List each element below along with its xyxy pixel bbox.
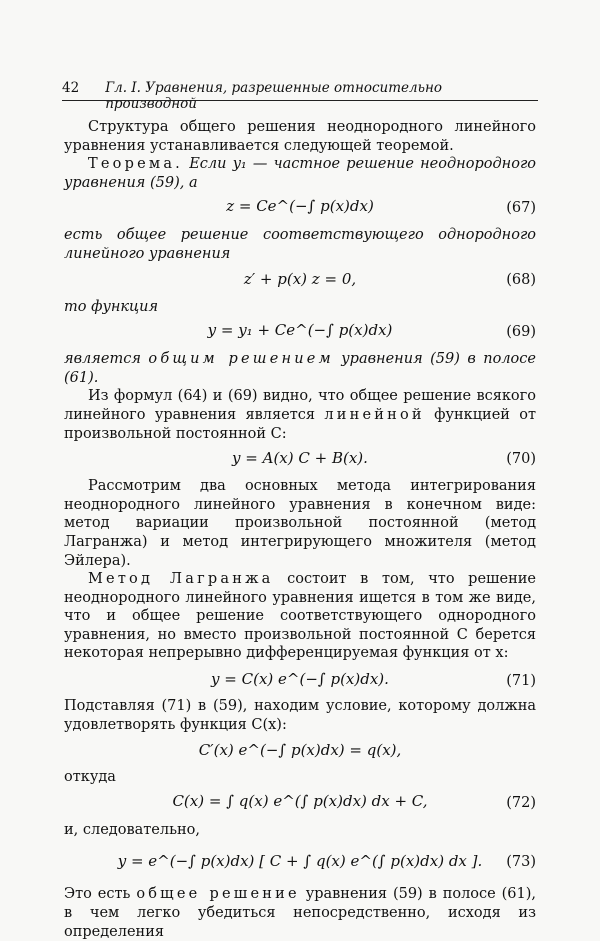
formula: y = C(x) e^(−∫ p(x)dx). bbox=[211, 670, 389, 689]
equation-number: (70) bbox=[506, 451, 536, 468]
header-rule bbox=[62, 100, 538, 101]
theorem-text: Если y₁ — частное решение неоднородного уравнения (59), а bbox=[64, 156, 536, 191]
equation-number: (69) bbox=[506, 324, 536, 341]
equation-number: (73) bbox=[506, 854, 536, 871]
page-number: 42 bbox=[62, 80, 80, 96]
page-body bbox=[64, 118, 536, 941]
equation-number: (71) bbox=[506, 673, 536, 690]
equation-number: (68) bbox=[506, 271, 536, 288]
equation-70 bbox=[64, 446, 536, 474]
equation-69 bbox=[64, 319, 536, 347]
equation-67 bbox=[64, 195, 536, 223]
formula: z′ + p(x) z = 0, bbox=[243, 269, 357, 288]
theorem-statement bbox=[64, 155, 536, 192]
formula: y = e^(−∫ p(x)dx) [ C + ∫ q(x) e^(∫ p(x)dx) dx ]. bbox=[117, 852, 483, 871]
running-title: Гл. I. Уравнения, разрешенные относительно производной bbox=[105, 80, 442, 112]
theorem-text: является bbox=[64, 351, 141, 368]
theorem-text: есть общее решение соответствующего однородного линейного уравнения bbox=[64, 227, 536, 262]
spaced-emphasis: общим решением bbox=[148, 351, 334, 368]
formula: y = y₁ + Ce^(−∫ p(x)dx) bbox=[207, 321, 393, 340]
theorem-conclusion bbox=[64, 350, 536, 387]
paragraph: и, следовательно, bbox=[64, 821, 200, 838]
formula: y = A(x) C + B(x). bbox=[232, 449, 368, 468]
text: состоит в том, что решение неоднородного линейного уравнения ищется в том же виде, что и общее решение соответствующего однородного уравнения, но вместо произвольной постоянной C берется некоторая непрерывно дифференцируемая функция от x: bbox=[64, 571, 537, 662]
paragraph: Подставляя (71) в (59), находим условие, которому должна удовлетворять функция C(x): bbox=[64, 698, 536, 733]
paragraph: Структура общего решения неоднородного линейного уравнения устанавливается следующей теоремой. bbox=[64, 119, 536, 154]
paragraph bbox=[64, 885, 536, 941]
paragraph: откуда bbox=[64, 769, 116, 786]
text: Из формул (64) и (69) видно, что общее решение всякого линейного уравнения является bbox=[64, 388, 536, 423]
equation-72 bbox=[64, 790, 536, 818]
theorem-text: уравнения (59) в полосе (61). bbox=[64, 351, 536, 386]
equation-condition bbox=[64, 737, 536, 765]
formula: C(x) = ∫ q(x) e^(∫ p(x)dx) dx + C, bbox=[172, 791, 428, 810]
spaced-emphasis: общее решение bbox=[136, 886, 300, 903]
paragraph: Рассмотрим два основных метода интегрирования неоднородного линейного уравнения в конечном виде: метод вариации произвольной постоянной (метод Лагранжа) и метод интегрирующего множителя (метод Эйлера). bbox=[64, 478, 536, 569]
equation-68 bbox=[64, 267, 536, 295]
paragraph bbox=[64, 387, 536, 443]
equation-number: (72) bbox=[506, 794, 536, 811]
paragraph bbox=[64, 570, 536, 663]
equation-73 bbox=[64, 844, 536, 880]
text: функцией от произвольной постоянной C: bbox=[64, 406, 536, 442]
text: Это есть bbox=[64, 886, 131, 903]
formula: z = Ce^(−∫ p(x)dx) bbox=[226, 197, 374, 216]
equation-71 bbox=[64, 666, 536, 694]
text: уравнения (59) в полосе (61), в чем легко убедиться непосредственно, исходя из определения bbox=[64, 886, 537, 940]
formula: C′(x) e^(−∫ p(x)dx) = q(x), bbox=[198, 741, 402, 760]
theorem-text: то функция bbox=[64, 298, 159, 315]
running-header bbox=[62, 80, 538, 112]
spaced-emphasis: Метод Лагранжа bbox=[88, 571, 274, 588]
theorem-label: Теорема. bbox=[88, 156, 183, 173]
equation-number: (67) bbox=[506, 200, 536, 217]
spaced-emphasis: линейной bbox=[324, 406, 425, 423]
